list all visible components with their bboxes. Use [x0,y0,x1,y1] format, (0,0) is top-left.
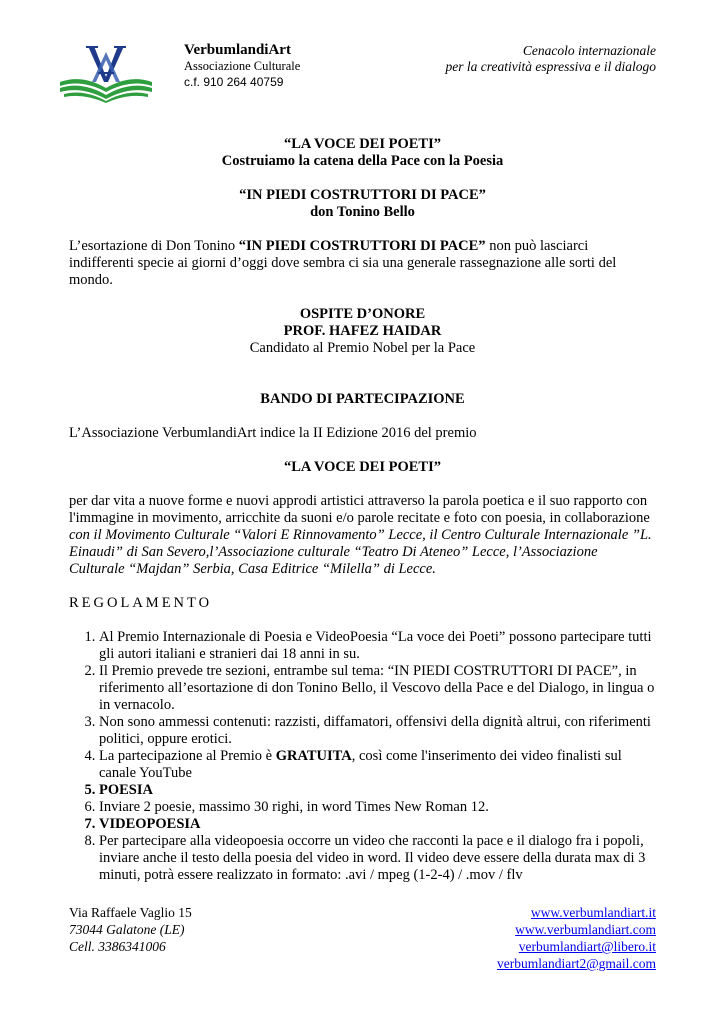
email-link-gmail[interactable]: verbumlandiart2@gmail.com [496,956,656,971]
rule-item: 3. Non sono ammessi contenuti: razzisti, diffamatori, offensivi della dignità altrui, con riferimenti politici, oppure erotici. [99,714,656,748]
intro-part-1: L’esortazione di Don Tonino [69,238,239,254]
city: 73044 Galatone (LE) [69,922,185,937]
rule-4-text: La partecipazione al Premio è [99,748,276,764]
org-block [184,42,300,90]
website-link-com[interactable]: www.verbumlandiart.com [515,922,656,937]
prize-name: “LA VOCE DEI POETI” [284,459,441,475]
bando-description [69,493,656,578]
bando-announce: L’Associazione VerbumlandiArt indice la II Edizione 2016 del premio [69,425,477,441]
rule-item-videopoesia: 7. VIDEOPOESIA [99,816,656,833]
guest-name: PROF. HAFEZ HAIDAR [283,323,442,339]
intro-emphasis: “IN PIEDI COSTRUTTORI DI PACE” [238,238,486,254]
tagline-line-2: per la creatività espressiva e il dialogo [445,59,656,74]
document-body [69,136,656,884]
intro-part-2: non può lasciarci indifferenti specie ai giorni d’oggi dove sembra ci sia una generale rassegnazione alle sorti del mondo. [69,238,617,288]
doc-title: “LA VOCE DEI POETI” [284,136,441,152]
website-link-it[interactable]: www.verbumlandiart.it [530,905,656,920]
guest-label: OSPITE D’ONORE [299,306,426,322]
footer-address [69,904,192,955]
org-type: Associazione Culturale [184,59,301,73]
tagline [446,43,656,75]
verbumlandiart-logo-icon [58,42,154,104]
rule-item [99,748,656,782]
bando-desc-partners: con il Movimento Culturale “Valori E Rinnovamento” Lecce, il Centro Culturale Internazionale ”L. Einaudi” di San Severo,l’Associazione culturale “Teatro Di Ateneo” Lecce, l’Associazione Culturale “Majdan” Serbia, Casa Editrice “Milella” di Lecce. [69,527,652,577]
tagline-line-1: Cenacolo internazionale [522,43,656,58]
rule-item: 2. Il Premio prevede tre sezioni, entrambe sul tema: “IN PIEDI COSTRUTTORI DI PACE”, in riferimento all’esortazione di don Tonino Bello, il Vescovo della Pace e del Dialogo, in lingua o in vernacolo. [99,663,656,714]
bando-desc-text: per dar vita a nuove forme e nuovi approdi artistici attraverso la parola poetica e il suo rapporto con l'immagine in movimento, arricchite da suoni e/o parole recitate e foto con poesia, in collaborazione [69,493,650,526]
org-name: VerbumlandiArt [184,42,291,58]
rule-4-rest: , così come l'inserimento dei video finalisti sul canale YouTube [99,748,622,781]
rule-4-free: GRATUITA [275,748,352,764]
rule-item: 8. Per partecipare alla videopoesia occorre un video che racconti la pace e il dialogo fra i popoli, inviare anche il testo della poesia del video in word. Il video deve essere della durata max di 3 minuti, potrà essere realizzato in formato: .avi / mpeg (1-2-4) / .mov / flv [99,833,656,884]
bando-heading: BANDO DI PARTECIPAZIONE [260,391,465,407]
guest-note: Candidato al Premio Nobel per la Pace [249,340,476,356]
street: Via Raffaele Vaglio 15 [69,905,192,920]
phone: Cell. 3386341006 [69,939,166,954]
rule-item: 1. Al Premio Internazionale di Poesia e VideoPoesia “La voce dei Poeti” possono partecipare tutti gli autori italiani e stranieri dai 18 anni in su. [99,629,656,663]
footer-links [497,904,656,972]
tax-code: c.f. 910 264 40759 [184,75,284,89]
rule-item: 6. Inviare 2 poesie, massimo 30 righi, in word Times New Roman 12. [99,799,656,816]
intro-paragraph [69,238,656,289]
motto-author: don Tonino Bello [310,204,415,220]
motto: “IN PIEDI COSTRUTTORI DI PACE” [239,187,486,203]
rule-item-poesia: 5. POESIA [99,782,656,799]
rules-list [69,629,656,884]
email-link-libero[interactable]: verbumlandiart@libero.it [518,939,656,954]
regolamento-heading: REGOLAMENTO [69,595,213,611]
doc-subtitle: Costruiamo la catena della Pace con la Poesia [221,153,504,169]
